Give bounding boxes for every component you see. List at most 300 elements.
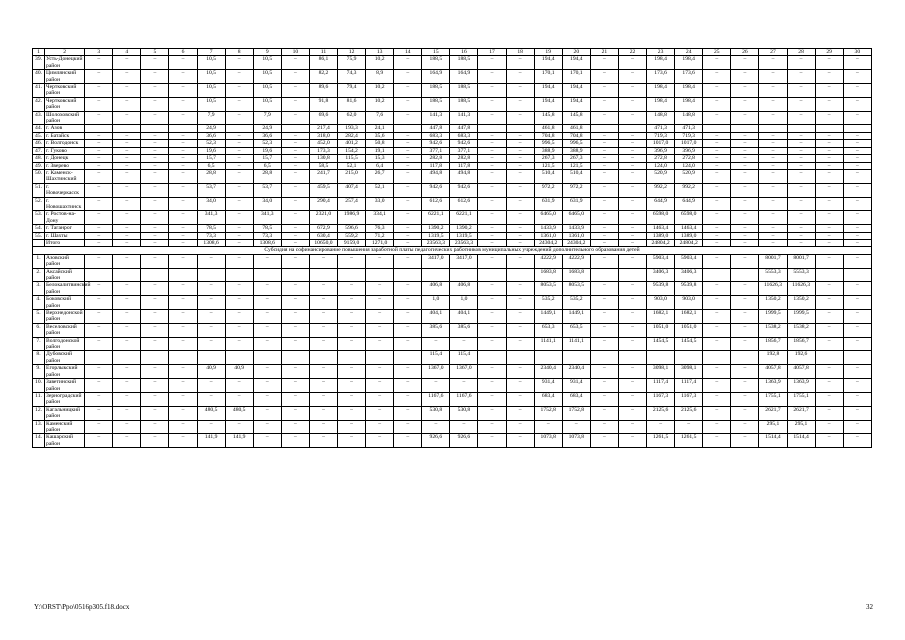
- value-cell: –: [534, 420, 562, 434]
- value-cell: –: [113, 56, 141, 70]
- value-cell: 53,7: [253, 183, 281, 197]
- value-cell: 1433,9: [562, 225, 590, 232]
- value-cell: –: [338, 282, 366, 296]
- value-cell: [169, 351, 197, 365]
- row-number: 54.: [33, 225, 45, 232]
- value-cell: [843, 125, 871, 132]
- value-cell: 1117,4: [675, 379, 703, 393]
- value-cell: –: [618, 162, 646, 169]
- municipality-name: Аксайский район: [45, 268, 85, 282]
- value-cell: –: [590, 420, 618, 434]
- value-cell: [113, 351, 141, 365]
- value-cell: 4057,8: [759, 365, 787, 379]
- value-cell: –: [506, 97, 534, 111]
- value-cell: 10650,0: [309, 239, 337, 246]
- value-cell: 1389,0: [647, 232, 675, 239]
- value-cell: –: [366, 296, 394, 310]
- value-cell: 1390,2: [422, 225, 450, 232]
- value-cell: 926,6: [450, 434, 478, 448]
- value-cell: 15,7: [253, 155, 281, 162]
- value-cell: 141,3: [450, 111, 478, 125]
- table-row: [33, 239, 872, 246]
- value-cell: –: [618, 310, 646, 324]
- value-cell: –: [590, 211, 618, 225]
- value-cell: –: [703, 379, 731, 393]
- row-number: 4.: [33, 296, 45, 310]
- value-cell: –: [225, 155, 253, 162]
- value-cell: 931,4: [562, 379, 590, 393]
- value-cell: –: [703, 132, 731, 139]
- value-cell: 4057,8: [787, 365, 815, 379]
- value-cell: –: [85, 254, 113, 268]
- value-cell: –: [815, 392, 843, 406]
- value-cell: –: [815, 420, 843, 434]
- value-cell: –: [478, 420, 506, 434]
- value-cell: –: [85, 162, 113, 169]
- value-cell: –: [590, 379, 618, 393]
- value-cell: [759, 125, 787, 132]
- value-cell: 1367,0: [450, 365, 478, 379]
- value-cell: –: [225, 70, 253, 84]
- value-cell: –: [731, 239, 759, 246]
- value-cell: –: [506, 197, 534, 211]
- value-cell: –: [618, 70, 646, 84]
- value-cell: [590, 351, 618, 365]
- value-cell: –: [703, 225, 731, 232]
- value-cell: 1319,5: [422, 232, 450, 239]
- value-cell: –: [225, 254, 253, 268]
- table-row: [33, 434, 872, 448]
- value-cell: –: [787, 183, 815, 197]
- value-cell: 1117,4: [647, 379, 675, 393]
- value-cell: –: [141, 365, 169, 379]
- value-cell: –: [338, 365, 366, 379]
- value-cell: –: [309, 337, 337, 351]
- value-cell: –: [338, 434, 366, 448]
- value-cell: –: [225, 232, 253, 239]
- column-number: 12: [338, 49, 366, 56]
- value-cell: –: [618, 282, 646, 296]
- value-cell: 173,6: [647, 70, 675, 84]
- value-cell: –: [506, 155, 534, 162]
- value-cell: 992,2: [647, 183, 675, 197]
- value-cell: 290,4: [309, 197, 337, 211]
- value-cell: –: [703, 140, 731, 147]
- value-cell: 1538,2: [759, 323, 787, 337]
- value-cell: –: [169, 132, 197, 139]
- value-cell: 19,6: [197, 147, 225, 154]
- value-cell: 15,7: [197, 155, 225, 162]
- row-number: 47.: [33, 147, 45, 154]
- value-cell: 148,8: [647, 111, 675, 125]
- value-cell: 1986,9: [338, 211, 366, 225]
- value-cell: –: [85, 70, 113, 84]
- value-cell: 192,8: [759, 351, 787, 365]
- value-cell: –: [169, 310, 197, 324]
- value-cell: –: [141, 211, 169, 225]
- table-row: [33, 323, 872, 337]
- value-cell: [197, 268, 225, 282]
- value-cell: 76,3: [366, 225, 394, 232]
- value-cell: 10,2: [366, 56, 394, 70]
- row-number: [33, 239, 45, 246]
- value-cell: –: [309, 296, 337, 310]
- value-cell: 942,6: [422, 140, 450, 147]
- value-cell: –: [478, 84, 506, 98]
- table-row: [33, 254, 872, 268]
- value-cell: –: [281, 392, 309, 406]
- value-cell: –: [590, 296, 618, 310]
- value-cell: 4222,9: [534, 254, 562, 268]
- value-cell: 672,9: [309, 225, 337, 232]
- value-cell: 471,3: [647, 125, 675, 132]
- value-cell: –: [197, 282, 225, 296]
- municipality-name: Усть-Донецкий район: [45, 56, 85, 70]
- value-cell: 1682,1: [647, 310, 675, 324]
- value-cell: –: [113, 254, 141, 268]
- value-cell: 52,3: [253, 140, 281, 147]
- value-cell: –: [309, 365, 337, 379]
- value-cell: [647, 351, 675, 365]
- value-cell: [675, 351, 703, 365]
- row-number: 40.: [33, 70, 45, 84]
- value-cell: 1167,6: [422, 392, 450, 406]
- value-cell: –: [590, 239, 618, 246]
- value-cell: –: [731, 70, 759, 84]
- value-cell: –: [506, 434, 534, 448]
- value-cell: –: [169, 232, 197, 239]
- value-cell: –: [759, 197, 787, 211]
- value-cell: –: [281, 254, 309, 268]
- value-cell: –: [394, 254, 422, 268]
- value-cell: –: [169, 211, 197, 225]
- value-cell: –: [225, 132, 253, 139]
- value-cell: –: [169, 183, 197, 197]
- value-cell: –: [731, 169, 759, 183]
- value-cell: –: [394, 296, 422, 310]
- value-cell: [197, 351, 225, 365]
- municipality-name: г. Таганрог: [45, 225, 85, 232]
- row-number: 53.: [33, 211, 45, 225]
- value-cell: –: [618, 239, 646, 246]
- row-number: 2.: [33, 268, 45, 282]
- value-cell: –: [225, 84, 253, 98]
- value-cell: –: [225, 162, 253, 169]
- value-cell: –: [197, 310, 225, 324]
- value-cell: [141, 268, 169, 282]
- value-cell: –: [815, 84, 843, 98]
- value-cell: –: [478, 70, 506, 84]
- value-cell: 194,4: [534, 84, 562, 98]
- value-cell: –: [478, 282, 506, 296]
- value-cell: 117,8: [422, 162, 450, 169]
- column-number: 3: [85, 49, 113, 56]
- value-cell: –: [394, 225, 422, 232]
- value-cell: –: [759, 111, 787, 125]
- value-cell: –: [703, 406, 731, 420]
- value-cell: –: [618, 183, 646, 197]
- value-cell: –: [281, 310, 309, 324]
- value-cell: –: [141, 282, 169, 296]
- value-cell: 121,5: [534, 162, 562, 169]
- value-cell: 1167,3: [647, 392, 675, 406]
- value-cell: –: [618, 296, 646, 310]
- value-cell: –: [590, 323, 618, 337]
- value-cell: –: [815, 169, 843, 183]
- value-cell: 644,9: [675, 197, 703, 211]
- value-cell: 50,8: [366, 140, 394, 147]
- value-cell: [141, 125, 169, 132]
- value-cell: 24,9: [253, 125, 281, 132]
- value-cell: [534, 351, 562, 365]
- value-cell: 530,8: [422, 406, 450, 420]
- table-row: [33, 225, 872, 232]
- column-number: 7: [197, 49, 225, 56]
- value-cell: 1167,6: [450, 392, 478, 406]
- value-cell: –: [787, 211, 815, 225]
- value-cell: 35,6: [366, 132, 394, 139]
- value-cell: –: [197, 323, 225, 337]
- value-cell: –: [85, 111, 113, 125]
- value-cell: –: [478, 169, 506, 183]
- value-cell: –: [338, 392, 366, 406]
- row-number: 52.: [33, 197, 45, 211]
- value-cell: 5553,3: [787, 268, 815, 282]
- value-cell: –: [843, 56, 871, 70]
- value-cell: 1752,8: [534, 406, 562, 420]
- value-cell: 10,5: [253, 56, 281, 70]
- value-cell: 1856,7: [759, 337, 787, 351]
- value-cell: –: [731, 323, 759, 337]
- value-cell: 34,0: [197, 197, 225, 211]
- value-cell: 198,4: [675, 56, 703, 70]
- value-cell: 612,6: [422, 197, 450, 211]
- municipality-name: Каменский район: [45, 420, 85, 434]
- value-cell: –: [478, 162, 506, 169]
- column-number: 1: [33, 49, 45, 56]
- municipality-name: г. Волгодонск: [45, 140, 85, 147]
- value-cell: [309, 351, 337, 365]
- value-cell: –: [169, 323, 197, 337]
- value-cell: 385,6: [422, 323, 450, 337]
- value-cell: 124,0: [675, 162, 703, 169]
- value-cell: 19,1: [366, 147, 394, 154]
- value-cell: 630,4: [309, 232, 337, 239]
- value-cell: –: [141, 155, 169, 162]
- value-cell: 3417,0: [422, 254, 450, 268]
- value-cell: –: [618, 434, 646, 448]
- value-cell: 217,4: [309, 125, 337, 132]
- value-cell: –: [815, 197, 843, 211]
- value-cell: –: [590, 169, 618, 183]
- value-cell: –: [787, 111, 815, 125]
- value-cell: –: [815, 111, 843, 125]
- value-cell: –: [309, 323, 337, 337]
- value-cell: –: [394, 197, 422, 211]
- value-cell: –: [281, 140, 309, 147]
- value-cell: –: [703, 211, 731, 225]
- value-cell: –: [843, 147, 871, 154]
- value-cell: –: [703, 310, 731, 324]
- value-cell: 2621,7: [759, 406, 787, 420]
- value-cell: –: [169, 111, 197, 125]
- value-cell: –: [85, 434, 113, 448]
- value-cell: –: [843, 169, 871, 183]
- value-cell: –: [590, 111, 618, 125]
- value-cell: –: [618, 337, 646, 351]
- table-row: [33, 379, 872, 393]
- municipality-name: Зерноградский район: [45, 392, 85, 406]
- municipality-name: г. Батайск: [45, 132, 85, 139]
- value-cell: [141, 351, 169, 365]
- value-cell: 1449,1: [534, 310, 562, 324]
- value-cell: –: [731, 296, 759, 310]
- value-cell: –: [394, 155, 422, 162]
- value-cell: –: [85, 211, 113, 225]
- value-cell: 903,0: [675, 296, 703, 310]
- value-cell: 1856,7: [787, 337, 815, 351]
- value-cell: –: [394, 310, 422, 324]
- column-number: 11: [309, 49, 337, 56]
- value-cell: –: [141, 140, 169, 147]
- value-cell: –: [394, 392, 422, 406]
- value-cell: –: [815, 434, 843, 448]
- value-cell: –: [85, 406, 113, 420]
- value-cell: 385,6: [450, 323, 478, 337]
- value-cell: –: [366, 323, 394, 337]
- value-cell: –: [787, 56, 815, 70]
- value-cell: –: [253, 282, 281, 296]
- value-cell: 40,9: [225, 365, 253, 379]
- column-number: 24: [675, 49, 703, 56]
- municipality-name: г. Гуково: [45, 147, 85, 154]
- value-cell: –: [590, 147, 618, 154]
- value-cell: –: [225, 282, 253, 296]
- value-cell: –: [843, 197, 871, 211]
- value-cell: –: [394, 434, 422, 448]
- value-cell: 295,1: [759, 420, 787, 434]
- value-cell: –: [478, 211, 506, 225]
- value-cell: 282,8: [422, 155, 450, 162]
- value-cell: –: [141, 97, 169, 111]
- value-cell: 510,4: [534, 169, 562, 183]
- value-cell: –: [843, 337, 871, 351]
- value-cell: 78,5: [253, 225, 281, 232]
- value-cell: –: [113, 70, 141, 84]
- value-cell: –: [85, 56, 113, 70]
- row-number: 39.: [33, 56, 45, 70]
- value-cell: –: [141, 420, 169, 434]
- value-cell: –: [506, 183, 534, 197]
- value-cell: [815, 125, 843, 132]
- value-cell: –: [281, 323, 309, 337]
- table-row: [33, 140, 872, 147]
- table-row: [33, 406, 872, 420]
- value-cell: –: [590, 232, 618, 239]
- value-cell: –: [759, 169, 787, 183]
- value-cell: –: [815, 365, 843, 379]
- value-cell: 34,0: [253, 197, 281, 211]
- value-cell: 241,7: [309, 169, 337, 183]
- value-cell: –: [338, 406, 366, 420]
- table-row: [33, 282, 872, 296]
- value-cell: 194,4: [534, 56, 562, 70]
- value-cell: 653,3: [534, 323, 562, 337]
- value-cell: 612,6: [450, 197, 478, 211]
- value-cell: 1454,5: [647, 337, 675, 351]
- value-cell: –: [703, 111, 731, 125]
- value-cell: [731, 125, 759, 132]
- value-cell: –: [113, 155, 141, 162]
- value-cell: –: [169, 225, 197, 232]
- value-cell: 1755,1: [759, 392, 787, 406]
- value-cell: –: [478, 155, 506, 162]
- value-cell: –: [759, 239, 787, 246]
- value-cell: –: [787, 232, 815, 239]
- value-cell: 2321,0: [309, 211, 337, 225]
- value-cell: [787, 125, 815, 132]
- value-cell: –: [169, 197, 197, 211]
- value-cell: –: [506, 406, 534, 420]
- value-cell: –: [225, 225, 253, 232]
- value-cell: 1463,4: [675, 225, 703, 232]
- value-cell: –: [85, 169, 113, 183]
- value-cell: –: [843, 97, 871, 111]
- value-cell: –: [618, 169, 646, 183]
- value-cell: –: [731, 162, 759, 169]
- value-cell: –: [618, 254, 646, 268]
- value-cell: –: [590, 310, 618, 324]
- value-cell: –: [759, 84, 787, 98]
- value-cell: 407,4: [338, 183, 366, 197]
- value-cell: 1363,9: [759, 379, 787, 393]
- value-cell: 447,8: [450, 125, 478, 132]
- value-cell: 192,6: [787, 351, 815, 365]
- table-row: [33, 155, 872, 162]
- value-cell: –: [478, 232, 506, 239]
- value-cell: –: [506, 162, 534, 169]
- value-cell: –: [843, 155, 871, 162]
- value-cell: 1271,0: [366, 239, 394, 246]
- value-cell: –: [366, 365, 394, 379]
- value-cell: 24,9: [197, 125, 225, 132]
- municipality-name: г. Новочеркасск: [45, 183, 85, 197]
- value-cell: 1367,0: [422, 365, 450, 379]
- value-cell: –: [562, 420, 590, 434]
- value-cell: [225, 125, 253, 132]
- value-cell: 3417,0: [450, 254, 478, 268]
- column-number: 28: [787, 49, 815, 56]
- value-cell: 396,9: [647, 147, 675, 154]
- value-cell: –: [506, 282, 534, 296]
- value-cell: –: [815, 239, 843, 246]
- value-cell: –: [394, 406, 422, 420]
- value-cell: –: [787, 147, 815, 154]
- value-cell: –: [141, 406, 169, 420]
- value-cell: 972,2: [534, 183, 562, 197]
- row-number: 55.: [33, 232, 45, 239]
- value-cell: 10,5: [197, 56, 225, 70]
- value-cell: –: [169, 337, 197, 351]
- value-cell: 404,1: [422, 310, 450, 324]
- value-cell: –: [394, 56, 422, 70]
- column-number: 16: [450, 49, 478, 56]
- value-cell: [618, 268, 646, 282]
- value-cell: –: [759, 56, 787, 70]
- value-cell: –: [618, 197, 646, 211]
- value-cell: 2340,4: [534, 365, 562, 379]
- value-cell: 188,5: [422, 97, 450, 111]
